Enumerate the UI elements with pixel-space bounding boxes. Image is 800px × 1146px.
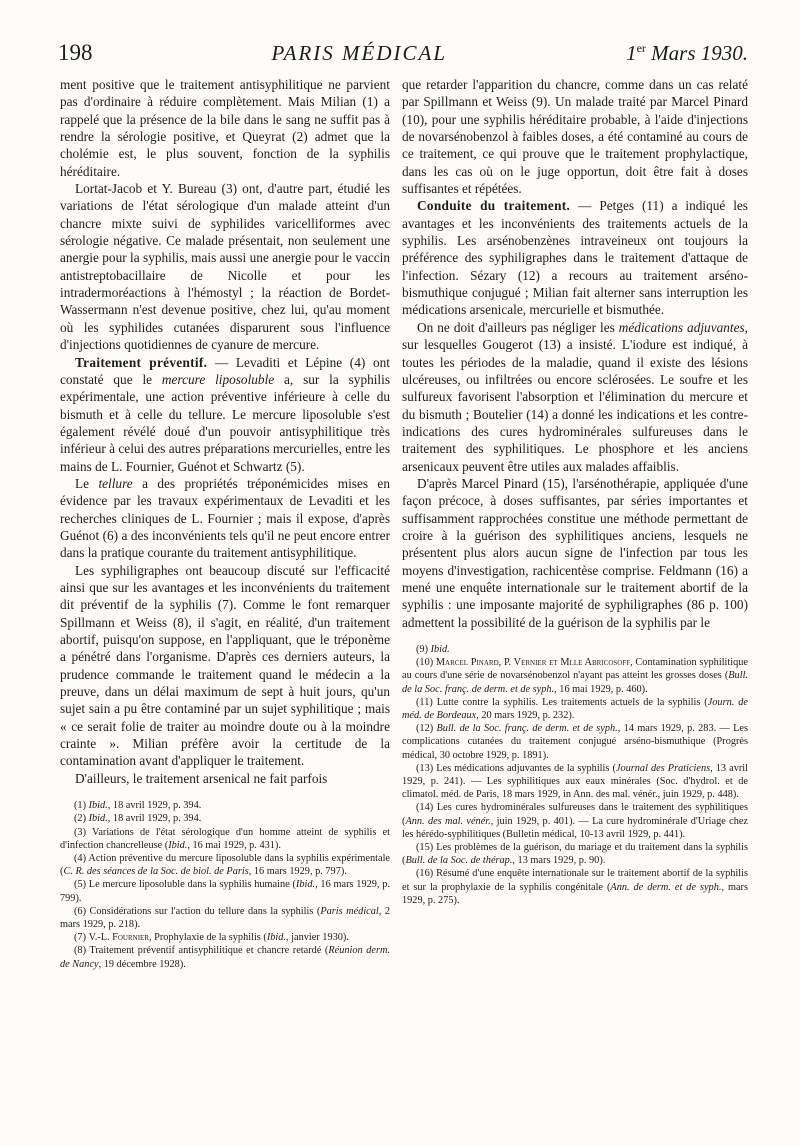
footnote: (1) Ibid., 18 avril 1929, p. 394. xyxy=(74,800,202,812)
footnote: (10) Marcel Pinard, P. Vernier et Mlle Abricosoff, Contamination syphilitique au cours d'une série de novarsénobenzol n'ayant pas atteint les grosses doses (Bull. de la Soc. franç. de derm. et de syph., 16 mai 1929, p. 460). xyxy=(402,657,749,695)
right-column xyxy=(402,76,748,907)
paragraph: Le tellure a des propriétés tréponémicides mises en évidence par les travaux expérimentaux de Levaditi et les recherches cliniques de L. Fournier ; mais il expose, d'après Guénot (6) a des inconvénients tels qu'il ne peut encore entrer dans la pratique courante du traitement antisyphilitique. xyxy=(60,475,390,561)
footnote: (13) Les médications adjuvantes de la syphilis (Journal des Praticiens, 13 avril 1929, p. 241). — Les syphilitiques aux eaux minérales (Soc. d'hydrol. et de climatol. méd. de Paris, 18 mars 1929, in Ann. des mal. vénér., juin 1929, p. 448). xyxy=(402,762,748,801)
footnote: (6) Considérations sur l'action du tellure dans la syphilis (Paris médical, 2 mars 1929, p. 218). xyxy=(60,905,391,930)
footnote: (15) Les problèmes de la guérison, du mariage et du traitement dans la syphilis (Bull. de la Soc. de thérap., 13 mars 1929, p. 90). xyxy=(402,842,748,867)
section-heading: Traitement préventif. xyxy=(75,354,208,370)
footnote: (2) Ibid., 18 avril 1929, p. 394. xyxy=(74,813,202,825)
footnote: (16) Résumé d'une enquête internationale sur le traitement abortif de la syphilis et sur la prophylaxie de la syphilis congénitale (Ann. de derm. et de syph., mars 1929, p. 275). xyxy=(402,868,748,906)
section-heading: Conduite du traitement. xyxy=(417,198,571,214)
paragraph: que retarder l'apparition du chancre, comme dans un cas relaté par Spillmann et Weiss (9). Un malade traité par Marcel Pinard (10), pour une syphilis héréditaire probable, à l'aide d'injections de novarsénobenzol à faibles doses, a été contaminé au cours de ce traitement, ce qui prouve que le traitement prophylactique, dans les cas où on le juge opportun, doit être fait à doses suffisantes et répétées. xyxy=(402,77,748,197)
footnote: (7) V.-L. Fournier, Prophylaxie de la syphilis (Ibid., janvier 1930). xyxy=(74,932,349,944)
paragraph: D'après Marcel Pinard (15), l'arsénothérapie, appliquée d'une façon précoce, à doses suffisantes, par séries importantes et suffisamment rapprochées constitue une méthode permettant de croire à la guérison des syphilitiques anciens, lesquels ne présentent plus alors aucun signe de l'infection par tous les moyens d'investigation, rachicentèse comprise. Feldmann (16) a mené une enquête internationale sur le traitement abortif de la syphilis : une imposante majorité de syphiligraphes (86 p. 100) admettent la possibilité de la guérison de la syphilis par le xyxy=(402,475,748,630)
paragraph: Lortat-Jacob et Y. Bureau (3) ont, d'autre part, étudié les variations de l'état sérologique d'un malade atteint d'un chancre mixte suivi de syphilides varicelliformes avec sérologie négative. Ce malade présentait, non seulement une anergie pour la syphilis, mais aussi une anergie pour le vaccin antistreptobacillaire de Nicolle et pour les intradermoréactions à l'hémostyl ; la réaction de Bordet-Wassermann n'est devenue positive, chez lui, qu'au moment où les syphilides cutanées disparurent sous l'influence d'injections quotidiennes de cyanure de mercure. xyxy=(60,181,390,353)
journal-title: PARIS MÉDICAL xyxy=(271,41,448,65)
paragraph: On ne doit d'ailleurs pas négliger les médications adjuvantes, sur lesquelles Gougerot (13) a insisté. L'iodure est indiqué, à toutes les périodes de la maladie, quand il existe des lésions ulcéreuses, ou infiltrées ou encore sclérosées. Le soufre et les sulfureux favorisent l'absorption et l'élimination du mercure et du bismuth ; Boutelier (14) a donné les indications et les contre-indications des cures hydrominérales sulfureuses dans le traitement des syphilitiques. Le phosphore et les anciens arsenicaux peuvent être utiles aux malades affaiblis. xyxy=(402,319,748,474)
footnotes xyxy=(60,799,390,971)
issue-date: 1er Mars 1930. xyxy=(626,41,748,65)
footnote: (3) Variations de l'état sérologique d'un homme atteint de syphilis et d'infection chancrelleuse (Ibid., 16 mai 1929, p. 431). xyxy=(60,826,390,851)
page-header xyxy=(58,40,748,74)
footnote: (9) Ibid. xyxy=(416,644,450,655)
left-column xyxy=(60,76,390,971)
footnotes xyxy=(402,643,748,907)
paragraph: Les syphiligraphes ont beaucoup discuté sur l'efficacité ainsi que sur les avantages et les inconvénients du traitement dit préventif de la syphilis (7). Comme le font remarquer Spillmann et Weiss (8), il s'agit, en réalité, d'un traitement abortif, puisqu'on suppose, en l'appliquant, que le tréponème a pénétré dans l'organisme. D'après ces derniers auteurs, la prudence commande le traitement quand le médecin a la preuve, dans un délai maximum de sept à huit jours, qu'un sujet sain a pu être contaminé par un sujet syphilitique ; mais « ce serait folie de traiter au moindre doute ou à la moindre crainte ». Milian préfère avoir la certitude de la contamination avant d'appliquer le traitement. xyxy=(60,562,390,769)
footnote: (11) Lutte contre la syphilis. Les traitements actuels de la syphilis (Journ. de méd. de Bordeaux, 20 mars 1929, p. 232). xyxy=(402,696,748,722)
paragraph: D'ailleurs, le traitement arsenical ne fait parfois xyxy=(75,770,328,786)
paragraph: ment positive que le traitement antisyphilitique ne parvient pas d'ordinaire à réduire complètement. Mais Milian (1) a rappelé que la présence de la bile dans le sang ne suffit pas à rendre la sérologie positive, et Queyrat (2) admet que la cholémie est, le plus souvent, fonction de la syphilis héréditaire. xyxy=(60,77,390,179)
footnote: (12) Bull. de la Soc. franç. de derm. et de syph., 14 mars 1929, p. 283. — Les complications cutanées du traitement conjugué arséno-bismuthique (Progrès médical, 30 octobre 1929, p. 1891). xyxy=(402,723,749,761)
footnote: (14) Les cures hydrominérales sulfureuses dans le traitement des syphilitiques (Ann. des mal. vénér., juin 1929, p. 401). — La cure hydrominérale d'Uriage chez les hérédo-syphilitiques (Bulletin médical, 10-13 avril 1929, p. 441). xyxy=(402,802,748,840)
page-number: 198 xyxy=(58,40,93,65)
paragraph: Conduite du traitement. — Petges (11) a indiqué les avantages et les inconvénients des traitements actuels de la syphilis. Les arsénobenzènes intraveineux ont toujours la préférence des syphiligraphes dans le traitement d'attaque de l'infection. Sézary (12) a recours au traitement arséno-bismuthique conjugué ; Milian fait alterner sans interruption les médications arsenicale, mercurielle et bismuthée. xyxy=(402,198,748,318)
paragraph: Traitement préventif. — Levaditi et Lépine (4) ont constaté que le mercure liposoluble a, sur la syphilis expérimentale, une action préventive inférieure à celle du bismuth et à celle du tellure. Le mercure liposoluble s'est également révélé doué d'un pouvoir antisyphilitique très inférieur à celui des autres préparations mercurielles, entre les mains de L. Fournier, Guénot et Schwartz (5). xyxy=(60,354,390,474)
footnote: (5) Le mercure liposoluble dans la syphilis humaine (Ibid., 16 mars 1929, p. 799). xyxy=(60,879,390,904)
footnote: (8) Traitement préventif antisyphilitique et chancre retardé (Réunion derm. de Nancy, 19 décembre 1928). xyxy=(60,945,390,970)
footnote: (4) Action préventive du mercure liposoluble dans la syphilis expérimentale (C. R. des séances de la Soc. de biol. de Paris, 16 mars 1929, p. 797). xyxy=(60,852,390,878)
